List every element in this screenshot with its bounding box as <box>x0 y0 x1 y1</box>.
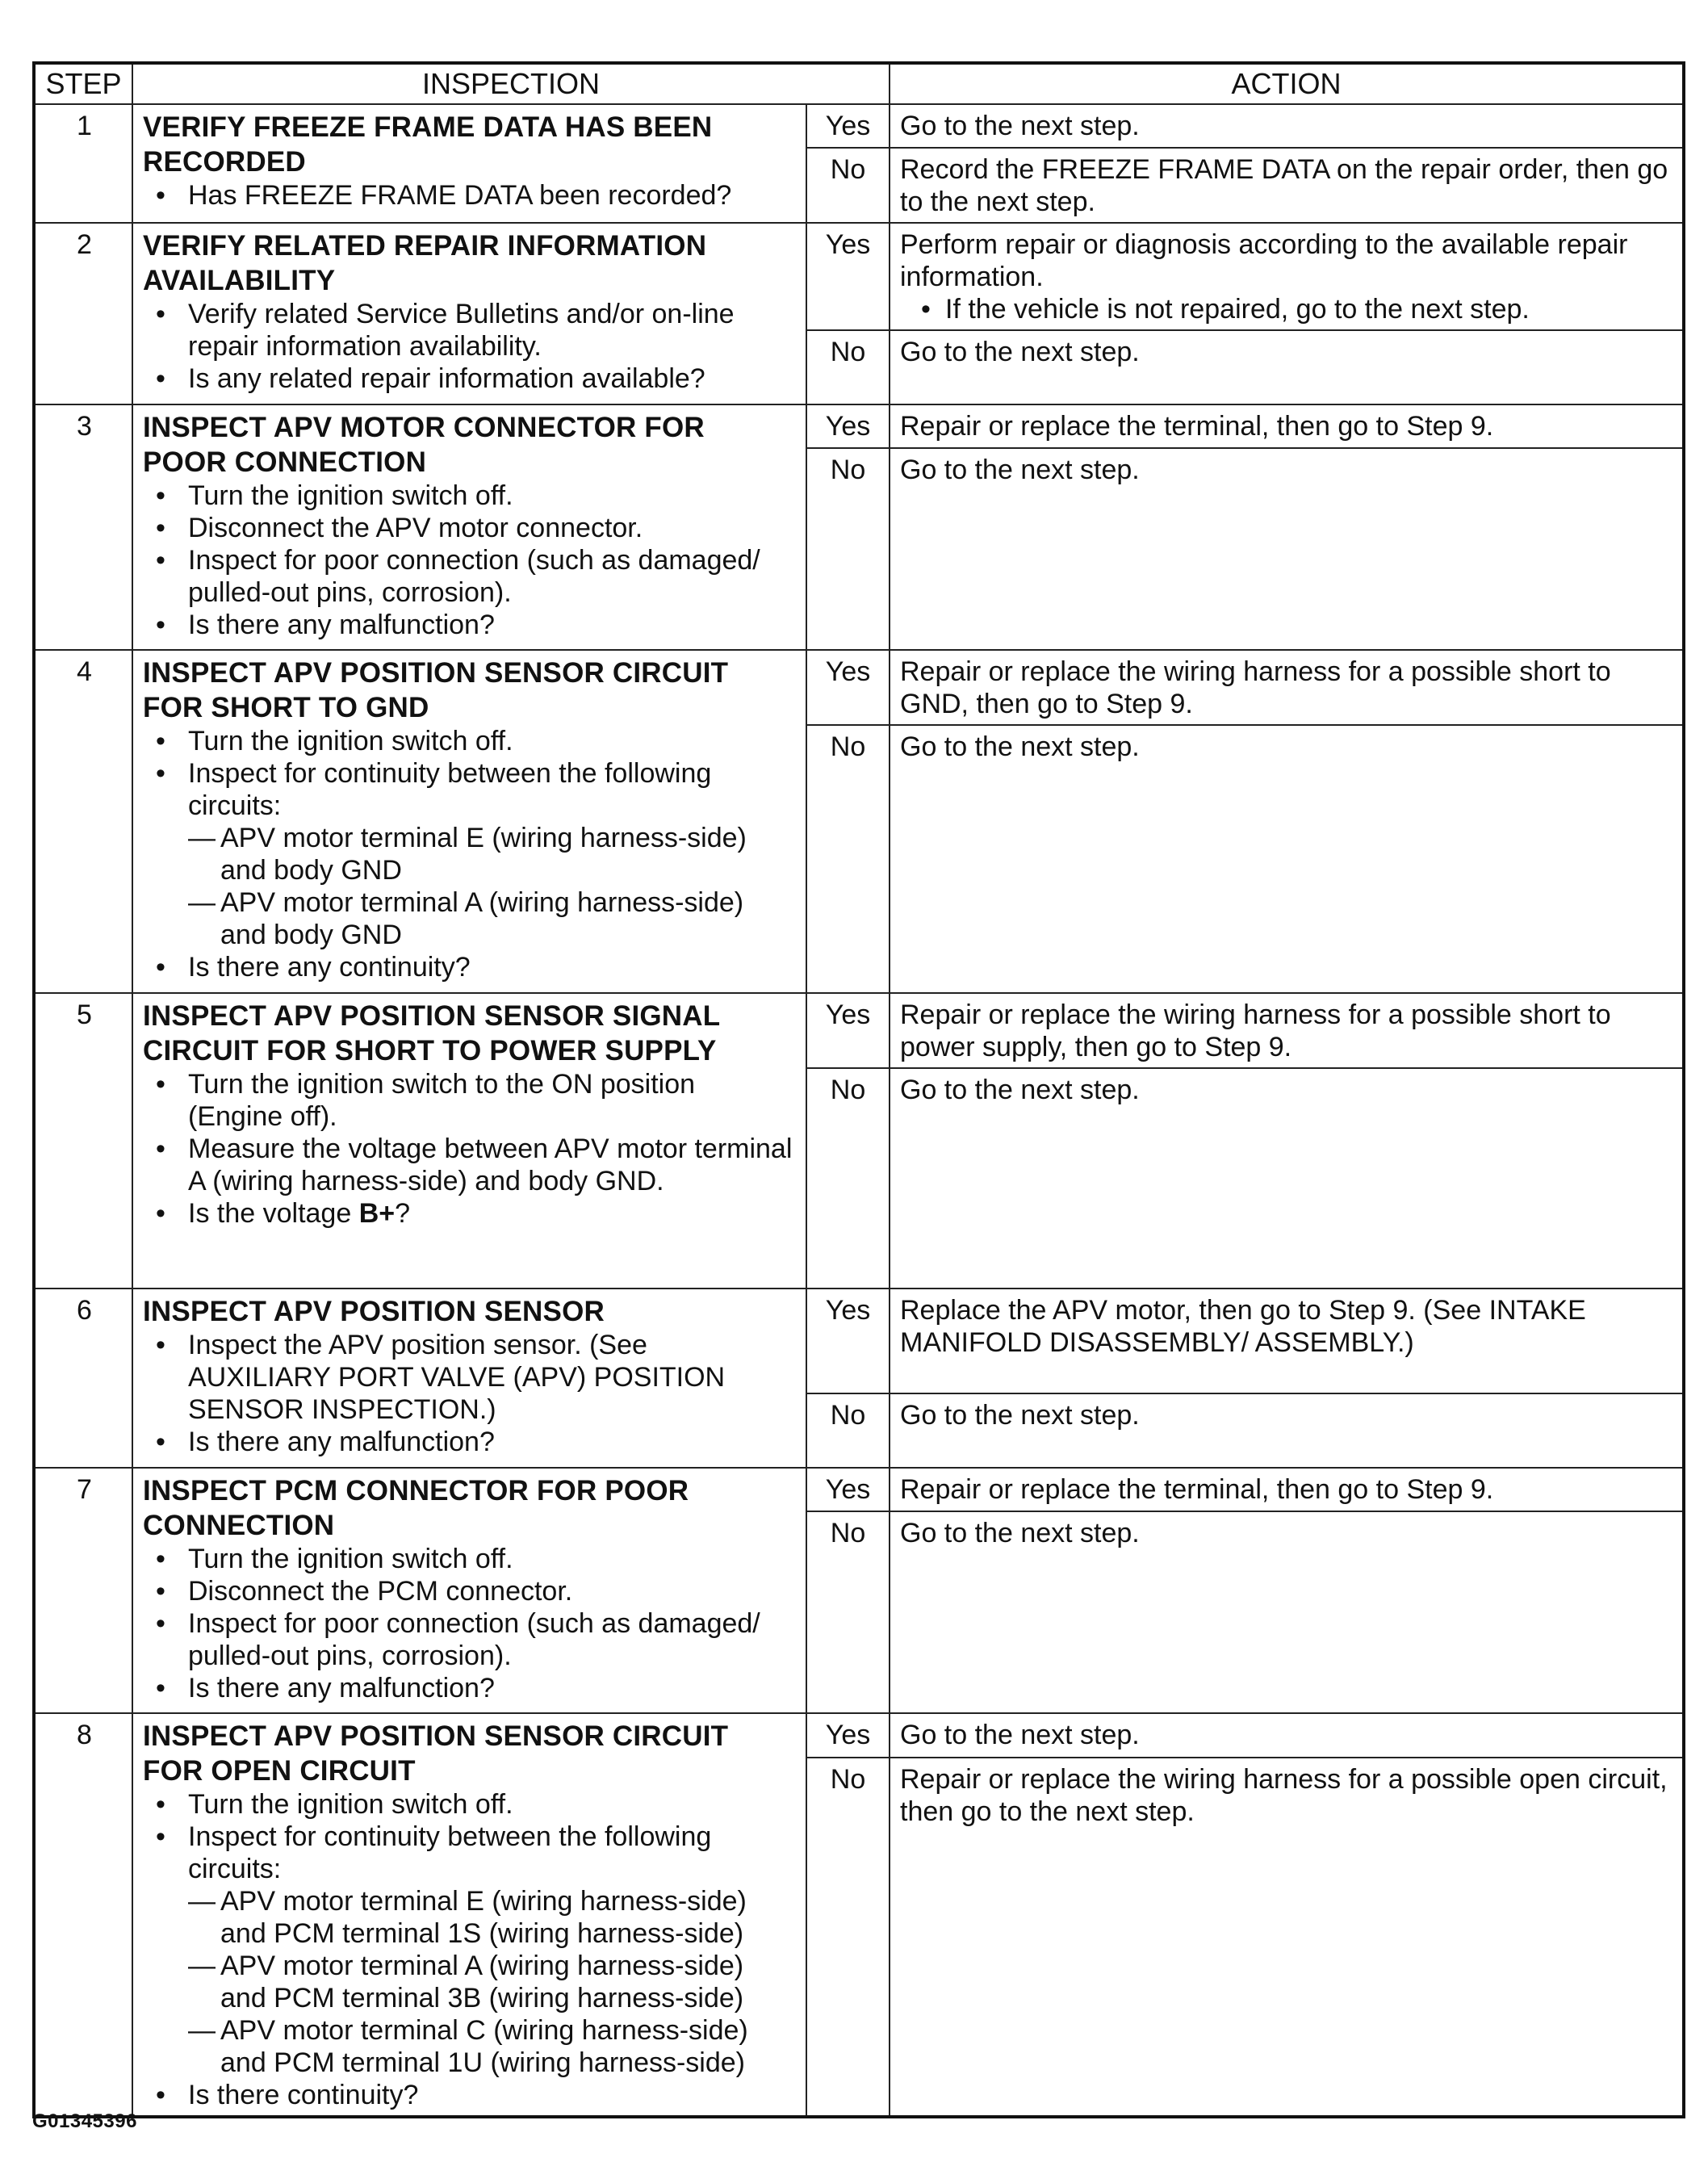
no-action-cell <box>890 448 1684 650</box>
inspection-cell <box>132 993 806 1289</box>
step-row-8-yes <box>34 1713 1684 1758</box>
yes-label: Yes <box>806 404 890 448</box>
inspection-title: VERIFY RELATED REPAIR INFORMATION AVAILABILITY <box>143 230 707 296</box>
inspection-subitem: — APV motor terminal A (wiring harness-side) and PCM terminal 3B (wiring harness-side) <box>143 1950 794 2014</box>
inspection-cell <box>132 1468 806 1713</box>
step-row-6-yes <box>34 1289 1684 1393</box>
yes-label: Yes <box>806 223 890 330</box>
inspection-subitem: — APV motor terminal E (wiring harness-side) and PCM terminal 1S (wiring harness-side) <box>143 1885 794 1950</box>
no-label: No <box>806 330 890 404</box>
inspection-item: • Turn the ignition switch to the ON position (Engine off). <box>143 1068 794 1133</box>
inspection-item-text: Is the voltage <box>188 1198 359 1229</box>
inspection-item: • Disconnect the APV motor connector. <box>143 512 794 544</box>
step-row-5-yes <box>34 993 1684 1068</box>
inspection-item: • Is there any malfunction? <box>143 1672 794 1704</box>
step-number: 3 <box>34 404 132 650</box>
yes-action-text: Go to the next step. <box>900 111 1140 141</box>
inspection-item: • Is any related repair information available? <box>143 362 794 395</box>
yes-label: Yes <box>806 1713 890 1758</box>
step-number: 5 <box>34 993 132 1289</box>
inspection-item: • Turn the ignition switch off. <box>143 1788 794 1821</box>
no-label: No <box>806 1758 890 2117</box>
inspection-item: • Inspect for continuity between the following circuits: <box>143 1821 794 1885</box>
no-action-text: Go to the next step. <box>900 337 1140 367</box>
yes-action-cell <box>890 404 1684 448</box>
inspection-item-value: B+ <box>358 1198 396 1229</box>
yes-action-cell <box>890 650 1684 725</box>
yes-action-text: Go to the next step. <box>900 1720 1140 1750</box>
no-action-cell <box>890 1511 1684 1713</box>
inspection-cell <box>132 1289 806 1468</box>
inspection-item: • Inspect for continuity between the following circuits: <box>143 757 794 822</box>
yes-action-text: Perform repair or diagnosis according to the available repair information. <box>900 229 1628 292</box>
inspection-cell <box>132 404 806 650</box>
no-action-cell <box>890 1068 1684 1289</box>
no-action-text: Go to the next step. <box>900 731 1140 762</box>
no-label: No <box>806 1511 890 1713</box>
step-row-3-yes <box>34 404 1684 448</box>
inspection-item: • Is there any malfunction? <box>143 1426 794 1458</box>
no-action-text: Go to the next step. <box>900 455 1140 485</box>
inspection-title: INSPECT APV POSITION SENSOR CIRCUIT FOR OPEN CIRCUIT <box>143 1720 729 1787</box>
inspection-title: INSPECT APV POSITION SENSOR <box>143 1296 605 1327</box>
header-step: STEP <box>34 63 132 104</box>
no-action-cell <box>890 1758 1684 2117</box>
step-number: 6 <box>34 1289 132 1468</box>
yes-action-cell <box>890 223 1684 330</box>
yes-label: Yes <box>806 1289 890 1393</box>
figure-id: G01345396 <box>32 2110 137 2132</box>
diagnostic-table <box>32 61 1685 2118</box>
inspection-cell <box>132 104 806 223</box>
no-action-text: Go to the next step. <box>900 1400 1140 1431</box>
inspection-item: • Turn the ignition switch off. <box>143 725 794 757</box>
inspection-title: VERIFY FREEZE FRAME DATA HAS BEEN RECORDED <box>143 111 713 178</box>
inspection-item: • Measure the voltage between APV motor terminal A (wiring harness-side) and body GND. <box>143 1133 794 1197</box>
no-label: No <box>806 148 890 223</box>
inspection-item: • Inspect for poor connection (such as damaged/ pulled-out pins, corrosion). <box>143 1607 794 1672</box>
step-row-7-yes <box>34 1468 1684 1511</box>
step-number: 8 <box>34 1713 132 2117</box>
inspection-subitem: — APV motor terminal E (wiring harness-side) and body GND <box>143 822 794 886</box>
yes-label: Yes <box>806 993 890 1068</box>
yes-action-text: Repair or replace the wiring harness for a possible short to GND, then go to Step 9. <box>900 656 1611 719</box>
inspection-subitem: — APV motor terminal A (wiring harness-side) and body GND <box>143 886 794 951</box>
yes-action-text: Repair or replace the terminal, then go to Step 9. <box>900 1474 1494 1505</box>
no-action-cell <box>890 148 1684 223</box>
inspection-title: INSPECT APV POSITION SENSOR CIRCUIT FOR SHORT TO GND <box>143 657 729 723</box>
inspection-cell <box>132 650 806 993</box>
no-action-cell <box>890 725 1684 993</box>
yes-action-cell <box>890 1289 1684 1393</box>
step-number: 4 <box>34 650 132 993</box>
yes-action-cell <box>890 1468 1684 1511</box>
yes-label: Yes <box>806 1468 890 1511</box>
inspection-subitem: — APV motor terminal C (wiring harness-side) and PCM terminal 1U (wiring harness-side) <box>143 2014 794 2079</box>
inspection-item: • Disconnect the PCM connector. <box>143 1575 794 1607</box>
no-action-text: Go to the next step. <box>900 1518 1140 1548</box>
yes-label: Yes <box>806 104 890 148</box>
inspection-item-suffix: ? <box>395 1198 411 1229</box>
no-label: No <box>806 1393 890 1468</box>
inspection-title: INSPECT APV MOTOR CONNECTOR FOR POOR CONNECTION <box>143 412 705 478</box>
step-row-2-yes <box>34 223 1684 330</box>
yes-action-text: Repair or replace the wiring harness for a possible short to power supply, then go to Step 9. <box>900 999 1611 1062</box>
no-action-text: Repair or replace the wiring harness for a possible open circuit, then go to the next step. <box>900 1763 1668 1827</box>
step-number: 1 <box>34 104 132 223</box>
yes-action-text: Replace the APV motor, then go to Step 9. (See INTAKE MANIFOLD DISASSEMBLY/ ASSEMBLY.) <box>900 1295 1586 1358</box>
no-action-text: Go to the next step. <box>900 1075 1140 1105</box>
yes-label: Yes <box>806 650 890 725</box>
no-action-cell <box>890 330 1684 404</box>
header-action: ACTION <box>890 63 1684 104</box>
inspection-title: INSPECT APV POSITION SENSOR SIGNAL CIRCUIT FOR SHORT TO POWER SUPPLY <box>143 1000 720 1066</box>
inspection-item: • Is there any malfunction? <box>143 609 794 641</box>
inspection-item: • Verify related Service Bulletins and/or on-line repair information availability. <box>143 298 794 362</box>
inspection-item: • Is there any continuity? <box>143 951 794 983</box>
inspection-cell <box>132 223 806 404</box>
diagnostic-procedure-sheet <box>32 61 1682 2118</box>
inspection-title: INSPECT PCM CONNECTOR FOR POOR CONNECTION <box>143 1475 689 1541</box>
inspection-item <box>143 1197 794 1230</box>
inspection-item: • Turn the ignition switch off. <box>143 480 794 512</box>
yes-action-text: Repair or replace the terminal, then go to Step 9. <box>900 411 1494 442</box>
header-inspection: INSPECTION <box>132 63 890 104</box>
inspection-cell <box>132 1713 806 2117</box>
inspection-item: • Has FREEZE FRAME DATA been recorded? <box>143 179 794 212</box>
step-row-1-yes <box>34 104 1684 148</box>
inspection-item: • Inspect for poor connection (such as damaged/ pulled-out pins, corrosion). <box>143 544 794 609</box>
no-label: No <box>806 448 890 650</box>
yes-action-cell <box>890 104 1684 148</box>
yes-action-cell <box>890 1713 1684 1758</box>
step-row-4-yes <box>34 650 1684 725</box>
no-label: No <box>806 725 890 993</box>
yes-action-subitem: • If the vehicle is not repaired, go to the next step. <box>900 293 1674 325</box>
yes-action-cell <box>890 993 1684 1068</box>
inspection-item: • Turn the ignition switch off. <box>143 1543 794 1575</box>
inspection-item: • Is there continuity? <box>143 2079 794 2111</box>
header-row <box>34 63 1684 104</box>
step-rows <box>34 104 1684 2117</box>
step-number: 2 <box>34 223 132 404</box>
inspection-item: • Inspect the APV position sensor. (See AUXILIARY PORT VALVE (APV) POSITION SENSOR INSPECTION.) <box>143 1329 794 1426</box>
no-label: No <box>806 1068 890 1289</box>
step-number: 7 <box>34 1468 132 1713</box>
no-action-cell <box>890 1393 1684 1468</box>
no-action-text: Record the FREEZE FRAME DATA on the repair order, then go to the next step. <box>900 154 1668 217</box>
